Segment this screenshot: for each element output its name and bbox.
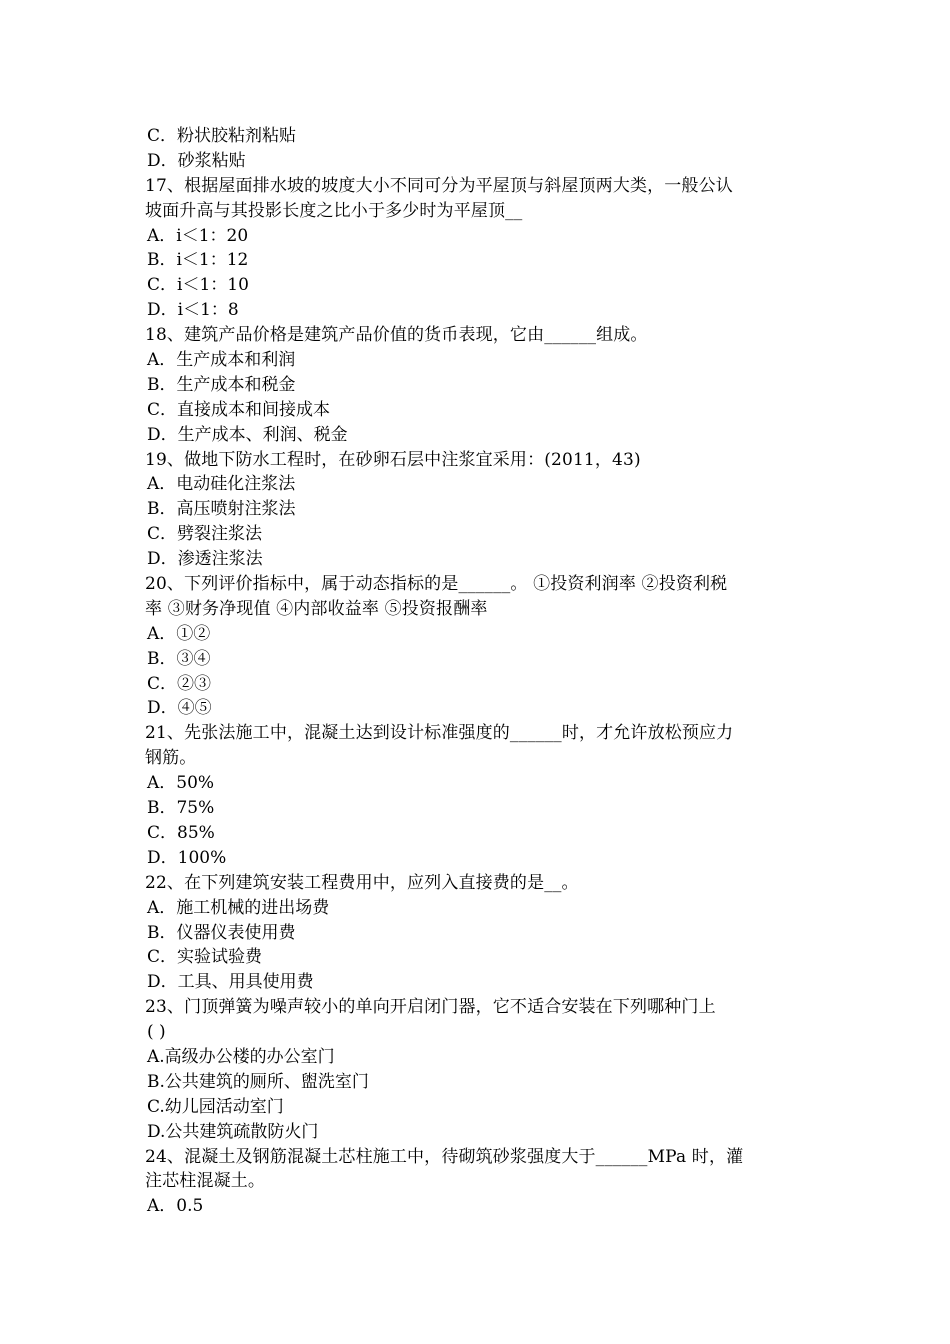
option-line: A．①②: [147, 623, 211, 644]
option-line: B．75%: [147, 798, 215, 819]
option-line: A．生产成本和利润: [147, 350, 296, 371]
option-line: ( ): [147, 1022, 166, 1043]
option-line: B.公共建筑的厕所、盥洗室门: [147, 1071, 369, 1092]
option-line: B．高压喷射注浆法: [147, 499, 296, 520]
option-line: D.公共建筑疏散防火门: [147, 1121, 319, 1142]
option-line: B．仪器仪表使用费: [147, 922, 296, 943]
option-line: C．直接成本和间接成本: [147, 399, 331, 420]
option-line: D．④⑤: [147, 698, 212, 719]
option-line: A．0.5: [147, 1196, 204, 1217]
option-line: B．i＜1：12: [147, 250, 249, 271]
option-line: A．50%: [147, 773, 215, 794]
question-line: 19、做地下防水工程时，在砂卵石层中注浆宜采用：(2011，43): [145, 449, 641, 470]
option-line: B．③④: [147, 648, 211, 669]
question-line: 20、下列评价指标中，属于动态指标的是______。 ①投资利润率 ②投资利税: [145, 574, 728, 595]
option-line: C．粉状胶粘剂粘贴: [147, 126, 297, 146]
option-line: C．②③: [147, 673, 212, 694]
question-line: 23、门顶弹簧为噪声较小的单向开启闭门器，它不适合安装在下列哪种门上: [145, 997, 716, 1018]
option-line: A．电动硅化注浆法: [147, 474, 296, 495]
question-line: 18、建筑产品价格是建筑产品价值的货币表现，它由______组成。: [145, 325, 648, 346]
option-line: D．渗透注浆法: [147, 549, 263, 570]
question-line: 22、在下列建筑安装工程费用中，应列入直接费的是__。: [145, 872, 579, 893]
option-line: D．工具、用具使用费: [147, 972, 314, 993]
option-line: D．i＜1：8: [147, 300, 239, 321]
option-line: A．i＜1：20: [147, 225, 249, 246]
option-line: C.幼儿园活动室门: [147, 1096, 284, 1117]
question-line: 坡面升高与其投影长度之比小于多少时为平屋顶__: [145, 200, 523, 221]
question-line: 钢筋。: [145, 748, 197, 769]
question-line: 21、先张法施工中，混凝土达到设计标准强度的______时，才允许放松预应力: [145, 723, 734, 744]
question-line: 24、混凝土及钢筋混凝土芯柱施工中，待砌筑砂浆强度大于______MPa 时，灌: [145, 1146, 744, 1167]
option-line: A.高级办公楼的办公室门: [147, 1046, 335, 1067]
option-line: C．实验试验费: [147, 947, 263, 968]
option-line: C．85%: [147, 822, 215, 843]
question-line: 17、根据屋面排水坡的坡度大小不同可分为平屋顶与斜屋顶两大类，一般公认: [145, 175, 733, 196]
option-line: A．施工机械的进出场费: [147, 897, 330, 918]
option-line: D．生产成本、利润、税金: [147, 424, 348, 445]
option-line: B．生产成本和税金: [147, 374, 296, 395]
question-line: 率 ③财务净现值 ④内部收益率 ⑤投资报酬率: [145, 598, 488, 619]
option-line: D．100%: [147, 847, 227, 868]
option-line: D．砂浆粘贴: [147, 150, 246, 171]
question-line: 注芯柱混凝土。: [145, 1171, 266, 1192]
option-line: C．i＜1：10: [147, 275, 249, 296]
option-line: C．劈裂注浆法: [147, 524, 263, 545]
document-page: [145, 124, 810, 1219]
